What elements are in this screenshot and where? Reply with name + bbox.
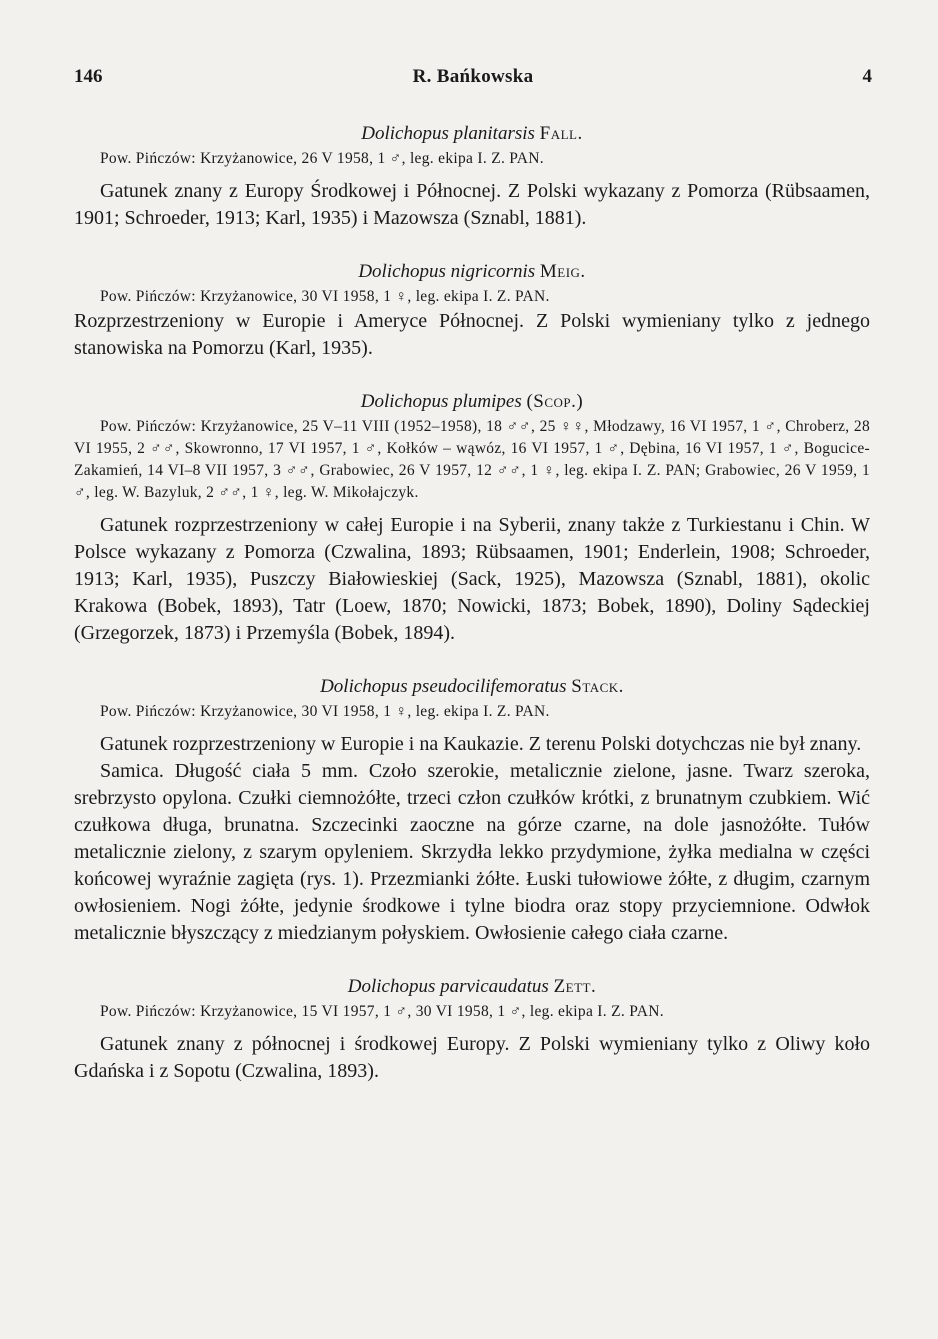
page-header — [74, 66, 872, 92]
species-description: Rozprzestrzeniony w Europie i Ameryce Północnej. Z Polski wymieniany tylko z jednego stanowiska na Pomorzu (Karl, 1935). — [74, 310, 870, 359]
species-name: Dolichopus nigricornis — [358, 261, 536, 282]
running-author: R. Bańkowska — [412, 66, 534, 87]
species-author: Stack. — [571, 676, 624, 697]
locality-record: Pow. Pińczów: Krzyżanowice, 25 V–11 VIII (1952–1958), 18 ♂♂, 25 ♀♀, Młodzawy, 16 VI 1957, 1 ♂, Chroberz, 28 VI 1955, 2 ♂♂, Skowronno, 17 VI 1957, 1 ♂, Kołków – wąwóz, 16 VI 1957, 1 ♂, Dębina, 16 VI 1957, 1 ♂, Bogucice-Zakamień, 14 VI–8 VII 1957, 3 ♂♂, Grabowiec, 26 V 1957, 12 ♂♂, 1 ♀, leg. ekipa I. Z. PAN; Grabowiec, 26 V 1959, 1 ♂, leg. W. Bazyluk, 2 ♂♂, 1 ♀, leg. W. Mikołajczyk. — [74, 418, 870, 501]
species-name: Dolichopus parvicaudatus — [347, 976, 549, 997]
species-author: Meig. — [539, 261, 586, 282]
species-heading — [74, 673, 870, 701]
species-heading — [74, 973, 870, 1001]
species-description: Gatunek znany z północnej i środkowej Europy. Z Polski wymieniany tylko z Oliwy koło Gdańska i z Sopotu (Czwalina, 1893). — [74, 1033, 870, 1082]
locality-record: Pow. Pińczów: Krzyżanowice, 26 V 1958, 1 ♂, leg. ekipa I. Z. PAN. — [100, 150, 544, 167]
locality-record: Pow. Pińczów: Krzyżanowice, 15 VI 1957, 1 ♂, 30 VI 1958, 1 ♂, leg. ekipa I. Z. PAN. — [100, 1003, 664, 1020]
species-name: Dolichopus plumipes — [360, 391, 522, 412]
species-heading — [74, 120, 870, 148]
species-author: Fall. — [539, 123, 583, 144]
species-description: Gatunek rozprzestrzeniony w Europie i na Kaukazie. Z terenu Polski dotychczas nie był znany. — [100, 733, 862, 755]
species-morphology: Samica. Długość ciała 5 mm. Czoło szerokie, metalicznie zielone, jasne. Twarz szeroka, srebrzysto opylona. Czułki ciemnożółte, trzeci człon czułków krótki, z brunatnym czubkiem. Wić czułkowa długa, brunatna. Szczecinki zaoczne na górze czarne, na dole jasnożółte. Tułów metalicznie zielony, z szarym opyleniem. Skrzydła lekko przydymione, żyłka medialna w części końcowej wyraźnie zagięta (rys. 1). Przezmianki żółte. Łuski tułowiowe żółte, z długim, czarnym owłosieniem. Nogi żółte, jedynie środkowe i tylne biodra oraz stopy przyciemnione. Odwłok metalicznie błyszczący z miedzianym połyskiem. Owłosienie całego ciała czarne. — [74, 760, 870, 944]
species-description: Gatunek znany z Europy Środkowej i Północnej. Z Polski wykazany z Pomorza (Rübsaamen, 1901; Schroeder, 1913; Karl, 1935) i Mazowsza (Sznabl, 1881). — [74, 180, 870, 229]
species-heading — [74, 388, 870, 416]
species-heading — [74, 258, 870, 286]
species-author: (Scop.) — [526, 391, 584, 412]
page-number: 146 — [74, 66, 103, 87]
locality-record: Pow. Pińczów: Krzyżanowice, 30 VI 1958, 1 ♀, leg. ekipa I. Z. PAN. — [100, 288, 550, 305]
page-content — [74, 120, 870, 1085]
species-description: Gatunek rozprzestrzeniony w całej Europie i na Syberii, znany także z Turkiestanu i Chin. W Polsce wykazany z Pomorza (Czwalina, 1893; Rübsaamen, 1901; Enderlein, 1908; Schroeder, 1913; Karl, 1935), Puszczy Białowieskiej (Sack, 1925), Mazowsza (Sznabl, 1881), okolic Krakowa (Bobek, 1893), Tatr (Loew, 1870; Nowicki, 1873; Bobek, 1890), Doliny Sądeckiej (Grzegorzek, 1873) i Przemyśla (Bobek, 1894). — [74, 514, 870, 644]
species-name: Dolichopus pseudocilifemoratus — [320, 676, 567, 697]
issue-number: 4 — [862, 66, 872, 87]
species-author: Zett. — [553, 976, 597, 997]
locality-record: Pow. Pińczów: Krzyżanowice, 30 VI 1958, 1 ♀, leg. ekipa I. Z. PAN. — [100, 703, 550, 720]
species-name: Dolichopus planitarsis — [361, 123, 535, 144]
